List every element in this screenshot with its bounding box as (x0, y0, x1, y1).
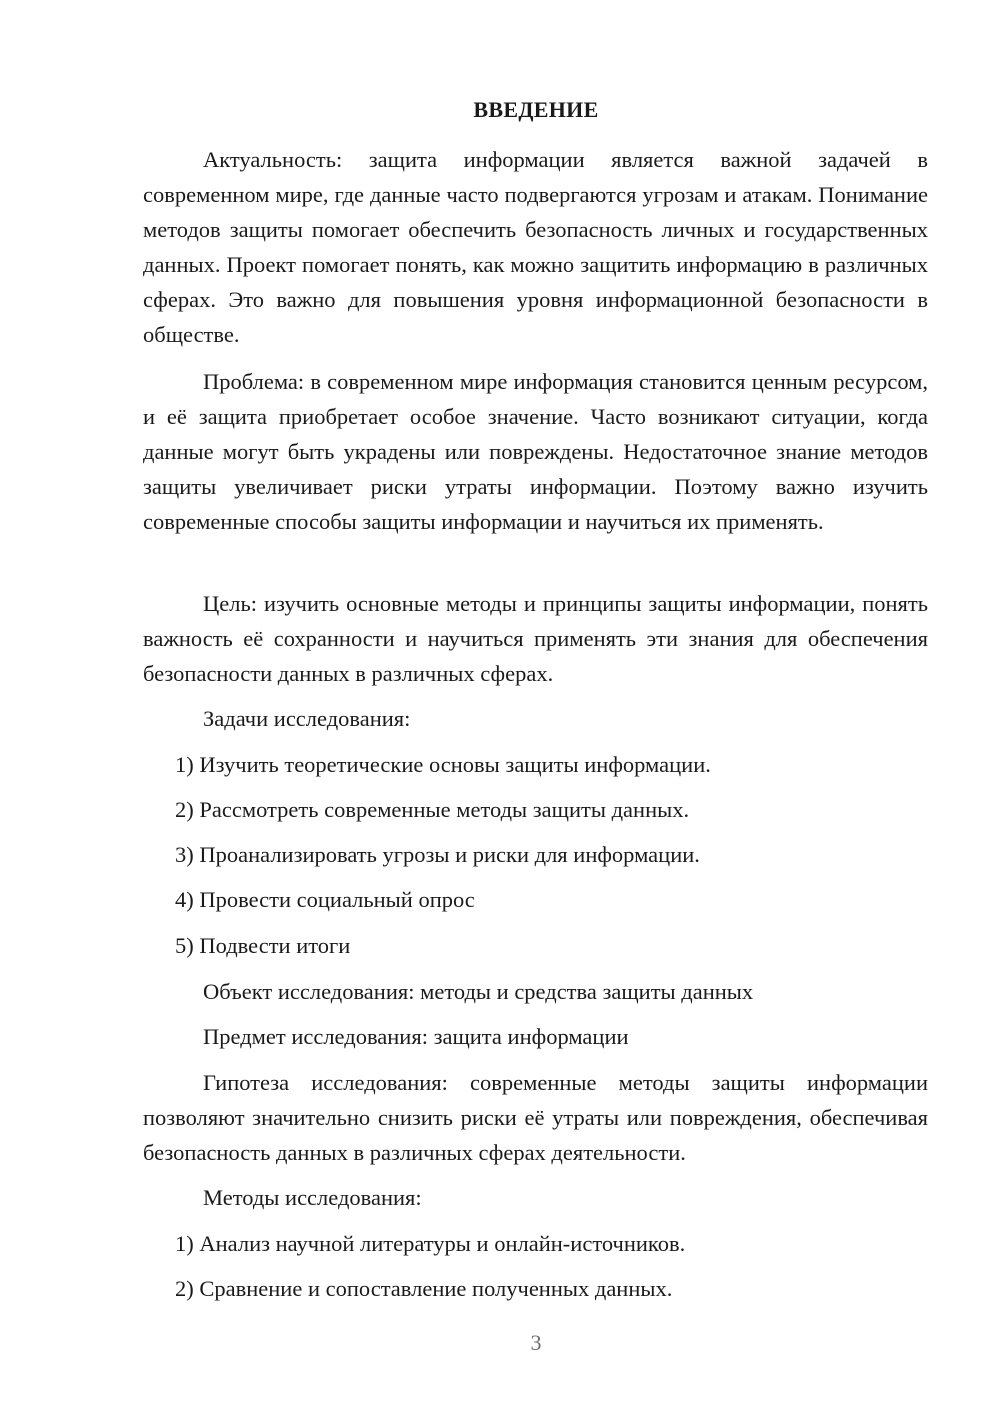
tasks-heading: Задачи исследования: (203, 706, 411, 731)
method-item: 2) Сравнение и сопоставление полученных данных. (175, 1276, 673, 1301)
method-item: 1) Анализ научной литературы и онлайн-источников. (175, 1231, 686, 1256)
paragraph-hypothesis: Гипотеза исследования: современные методы защиты информации позволяют значительно снизить риски её утраты или повреждения, обеспечивая безопасность данных в различных сферах деятельности. (143, 1070, 928, 1165)
paragraph-object: Объект исследования: методы и средства защиты данных (203, 979, 754, 1004)
page-title: ВВЕДЕНИЕ (473, 97, 599, 122)
paragraph-goal: Цель: изучить основные методы и принципы защиты информации, понять важность её сохранности и научиться применять эти знания для обеспечения безопасности данных в различных сферах. (143, 591, 928, 686)
task-item: 4) Провести социальный опрос (175, 887, 475, 912)
task-item: 1) Изучить теоретические основы защиты информации. (175, 752, 711, 777)
page-number: 3 (530, 1330, 542, 1355)
paragraph-relevance: Актуальность: защита информации является важной задачей в современном мире, где данные часто подвергаются угрозам и атакам. Понимание методов защиты помогает обеспечить безопасность личных и государственных данных. Проект помогает понять, как можно защитить информацию в различных сферах. Это важно для повышения уровня информационной безопасности в обществе. (143, 147, 928, 347)
task-item: 2) Рассмотреть современные методы защиты данных. (175, 797, 690, 822)
paragraph-problem: Проблема: в современном мире информация становится ценным ресурсом, и её защита приобретает особое значение. Часто возникают ситуации, когда данные могут быть украдены или повреждены. Недостаточное знание методов защиты увеличивает риски утраты информации. Поэтому важно изучить современные способы защиты информации и научиться их применять. (143, 369, 928, 534)
methods-heading: Методы исследования: (203, 1185, 422, 1210)
task-item: 5) Подвести итоги (175, 933, 351, 958)
task-item: 3) Проанализировать угрозы и риски для информации. (175, 842, 700, 867)
paragraph-subject: Предмет исследования: защита информации (203, 1024, 629, 1049)
